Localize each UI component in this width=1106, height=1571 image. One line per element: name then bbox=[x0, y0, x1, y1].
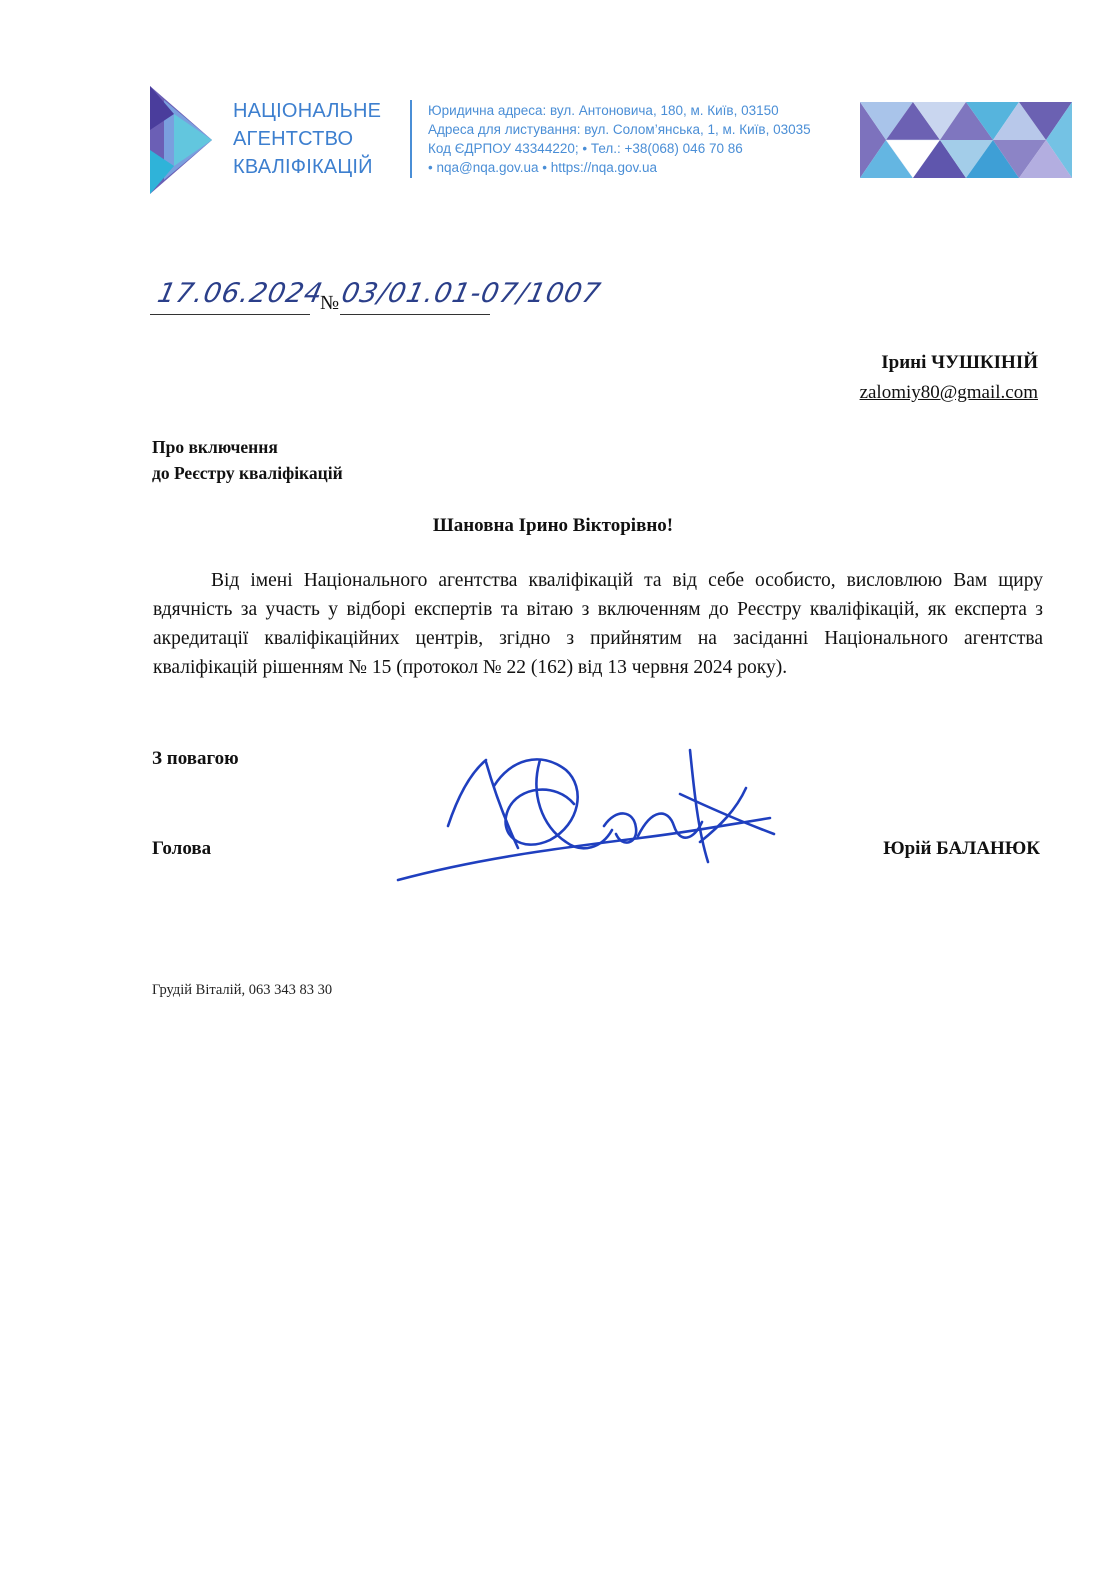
subject-line-2: до Реєстру кваліфікацій bbox=[152, 463, 343, 483]
number-underline bbox=[340, 314, 490, 315]
number-sign: № bbox=[320, 292, 340, 314]
registration-date: 17.06.2024 bbox=[154, 278, 326, 309]
code-and-phone: Код ЄДРПОУ 43344220; • Тел.: +38(068) 046 70 86 bbox=[428, 141, 743, 156]
body-paragraph: Від імені Національного агентства кваліфікацій та від себе особисто, висловлюю Вам щиру вдячність за участь у відборі експертів та вітаю з включенням до Реєстру кваліфікацій, як експерта з акредитації кваліфікаційних центрів, згідно з прийнятим на засіданні Національного агентства кваліфікацій рішенням № 15 (протокол № 22 (162) від 13 червня 2024 року). bbox=[153, 570, 1043, 678]
recipient-block bbox=[860, 348, 1038, 408]
organization-contacts bbox=[428, 101, 811, 177]
letter-body bbox=[153, 566, 1043, 682]
date-underline bbox=[150, 314, 310, 315]
email-and-website: • nqa@nqa.gov.ua • https://nqa.gov.ua bbox=[428, 160, 658, 175]
recipient-name: Ірині ЧУШКІНІЙ bbox=[881, 352, 1038, 373]
org-name-line-1: НАЦІОНАЛЬНЕ bbox=[233, 100, 382, 122]
letter-subject bbox=[152, 434, 343, 486]
signer-position: Голова bbox=[152, 838, 212, 859]
legal-address: Юридична адреса: вул. Антоновича, 180, м. Київ, 03150 bbox=[428, 103, 779, 118]
signature-icon bbox=[390, 730, 790, 890]
registration-line bbox=[150, 270, 650, 326]
subject-line-1: Про включення bbox=[152, 437, 278, 457]
org-name-line-3: КВАЛІФІКАЦІЙ bbox=[233, 156, 373, 178]
signer-name: Юрій БАЛАНЮК bbox=[883, 838, 1040, 859]
letter-greeting: Шановна Ірино Вікторівно! bbox=[432, 515, 674, 536]
recipient-email: zalomiy80@gmail.com bbox=[859, 382, 1038, 403]
registration-number: 03/01.01-07/1007 bbox=[338, 278, 604, 309]
organization-name bbox=[233, 97, 381, 181]
postal-address: Адреса для листування: вул. Солом’янська, 1, м. Київ, 03035 bbox=[428, 122, 811, 137]
triangle-pattern-icon bbox=[860, 102, 1072, 178]
closing-regards: З повагою bbox=[152, 748, 239, 769]
executor-contact: Грудій Віталій, 063 343 83 30 bbox=[152, 982, 333, 998]
org-name-line-2: АГЕНТСТВО bbox=[233, 128, 354, 150]
header-divider bbox=[410, 100, 412, 178]
agency-logo-icon bbox=[150, 86, 222, 194]
